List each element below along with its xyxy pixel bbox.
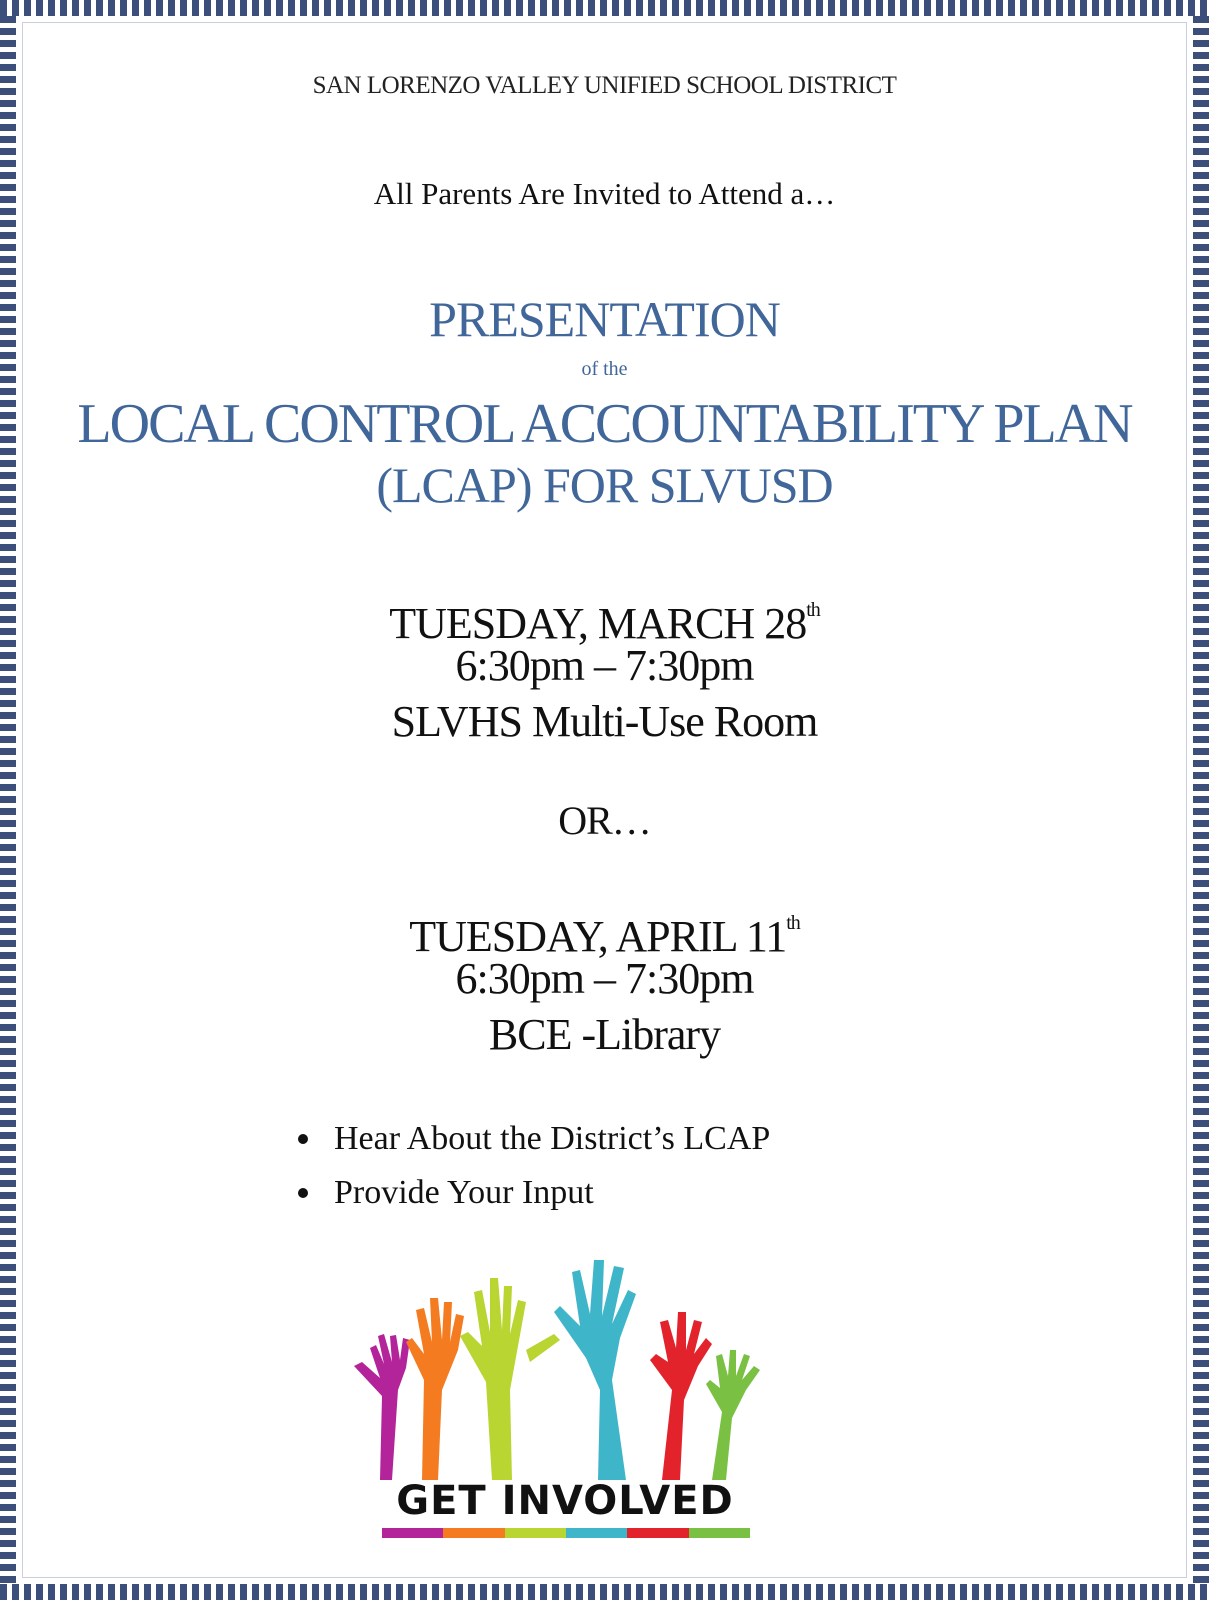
bullet-list xyxy=(298,1112,770,1220)
event2-location: BCE -Library xyxy=(488,1010,721,1059)
presentation-heading: PRESENTATION xyxy=(429,291,780,347)
event1-date-suffix: th xyxy=(806,599,820,621)
plan-title-line2: (LCAP) FOR SLVUSD xyxy=(376,457,833,513)
get-involved-text: GET INVOLVED xyxy=(396,1478,734,1524)
hand-green-icon xyxy=(706,1350,760,1480)
color-bar-segment xyxy=(566,1528,627,1538)
event2-time: 6:30pm – 7:30pm xyxy=(455,954,754,1003)
bullet-item: Provide Your Input xyxy=(298,1166,770,1220)
bullet-dot-icon xyxy=(298,1188,308,1198)
color-bar-segment xyxy=(382,1528,443,1538)
district-name: SAN LORENZO VALLEY UNIFIED SCHOOL DISTRICT xyxy=(312,72,897,99)
event1-date: TUESDAY, MARCH 28th xyxy=(389,599,820,648)
plan-title-line1: LOCAL CONTROL ACCOUNTABILITY PLAN xyxy=(77,393,1132,455)
bullet-item: Hear About the District’s LCAP xyxy=(298,1112,770,1166)
color-bar xyxy=(382,1528,750,1538)
event2-date-suffix: th xyxy=(786,912,800,934)
hand-red-icon xyxy=(650,1312,712,1480)
event2-date: TUESDAY, APRIL 11th xyxy=(409,912,800,961)
invite-line: All Parents Are Invited to Attend a… xyxy=(373,176,836,211)
color-bar-segment xyxy=(627,1528,688,1538)
event1-time: 6:30pm – 7:30pm xyxy=(455,641,754,690)
hand-lime-icon xyxy=(460,1278,560,1480)
event1-location: SLVHS Multi-Use Room xyxy=(391,697,818,746)
raised-hands-icon xyxy=(340,1250,780,1480)
border-top xyxy=(0,0,1209,16)
bullet-dot-icon xyxy=(298,1134,308,1144)
color-bar-segment xyxy=(443,1528,504,1538)
hand-orange-icon xyxy=(406,1298,464,1480)
border-bottom xyxy=(0,1584,1209,1600)
hand-purple-icon xyxy=(354,1334,410,1480)
hand-teal-icon xyxy=(554,1260,636,1480)
color-bar-segment xyxy=(505,1528,566,1538)
or-separator: OR… xyxy=(558,798,651,843)
color-bar-segment xyxy=(689,1528,750,1538)
of-the-text: of the xyxy=(581,358,628,380)
